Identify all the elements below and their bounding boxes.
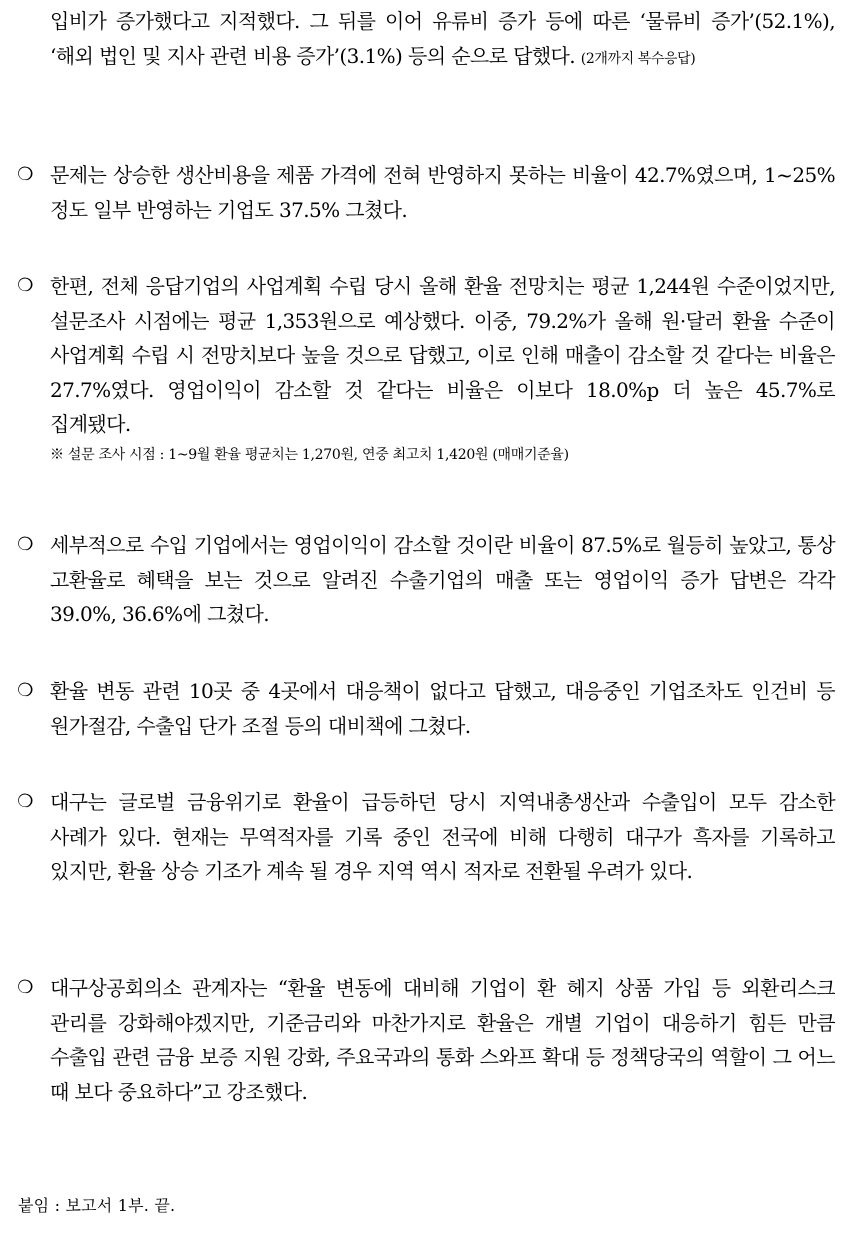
- bullet-circle-icon: ❍: [17, 977, 33, 998]
- bullet-circle-icon: ❍: [17, 791, 33, 812]
- survey-footnote: ※ 설문 조사 시점 : 1~9월 환율 평균치는 1,270원, 연중 최고치 1,420원 (매매기준율): [50, 446, 569, 463]
- bullet-paragraph-chamber-quote: [10, 971, 835, 1109]
- bullet-paragraph-exchange-forecast: [10, 269, 835, 468]
- paragraph-text: 세부적으로 수입 기업에서는 영업이익이 감소할 것이란 비율이 87.5%로 월등히 높았고, 통상 고환율로 혜택을 보는 것으로 알려진 수출기업의 매출 또는 영업이익 증가 답변은 각각 39.0%, 36.6%에 그쳤다.: [50, 533, 835, 627]
- paragraph-text: 한편, 전체 응답기업의 사업계획 수립 당시 올해 환율 전망치는 평균 1,244원 수준이었지만, 설문조사 시점에는 평균 1,353원으로 예상했다. 이중, 79.2%가 올해 원·달러 환율 수준이 사업계획 수립 시 전망치보다 높을 것으로 답했고, 이로 인해 매출이 감소할 것 같다는 비율은 27.7%였다. 영업이익이 감소할 것 같다는 비율은 이보다 18.0%p 더 높은 45.7%로 집계됐다.: [50, 274, 835, 437]
- intro-text: 입비가 증가했다고 지적했다. 그 뒤를 이어 유류비 증가 등에 따른 ‘물류비 증가’(52.1%), ‘해외 법인 및 지사 관련 비용 증가’(3.1%) 등의 순으로 답했다.: [50, 9, 835, 68]
- bullet-circle-icon: ❍: [17, 534, 33, 555]
- bullet-paragraph-importers: [10, 528, 835, 632]
- paragraph-text: 대구는 글로벌 금융위기로 환율이 급등하던 당시 지역내총생산과 수출입이 모두 감소한 사례가 있다. 현재는 무역적자를 기록 중인 전국에 비해 다행히 대구가 흑자를 기록하고 있지만, 환율 상승 기조가 계속 될 경우 지역 역시 적자로 전환될 우려가 있다.: [50, 790, 835, 884]
- paragraph-text: 대구상공회의소 관계자는 “환율 변동에 대비해 기업이 환 헤지 상품 가입 등 외환리스크 관리를 강화해야겠지만, 기준금리와 마찬가지로 환율은 개별 기업이 대응하기 힘든 만큼 수출입 관련 금융 보증 지원 강화, 주요국과의 통화 스와프 확대 등 정책당국의 역할이 그 어느 때 보다 중요하다”고 강조했다.: [50, 976, 835, 1104]
- intro-note: (2개까지 복수응답): [580, 50, 696, 67]
- bullet-circle-icon: ❍: [17, 275, 33, 296]
- paragraph-text: 문제는 상승한 생산비용을 제품 가격에 전혀 반영하지 못하는 비율이 42.7%였으며, 1~25%정도 일부 반영하는 기업도 37.5% 그쳤다.: [50, 163, 835, 222]
- bullet-circle-icon: ❍: [17, 164, 33, 185]
- paragraph-text: 환율 변동 관련 10곳 중 4곳에서 대응책이 없다고 답했고, 대응중인 기업조차도 인건비 등 원가절감, 수출입 단가 조절 등의 대비책에 그쳤다.: [50, 679, 835, 738]
- bullet-paragraph-countermeasures: [10, 674, 835, 743]
- bullet-paragraph-daegu: [10, 785, 835, 889]
- bullet-circle-icon: ❍: [17, 680, 33, 701]
- bullet-paragraph-cost-reflection: [10, 158, 835, 227]
- attachment-line: 붙임 : 보고서 1부. 끝.: [18, 1196, 176, 1215]
- intro-paragraph: [10, 4, 835, 76]
